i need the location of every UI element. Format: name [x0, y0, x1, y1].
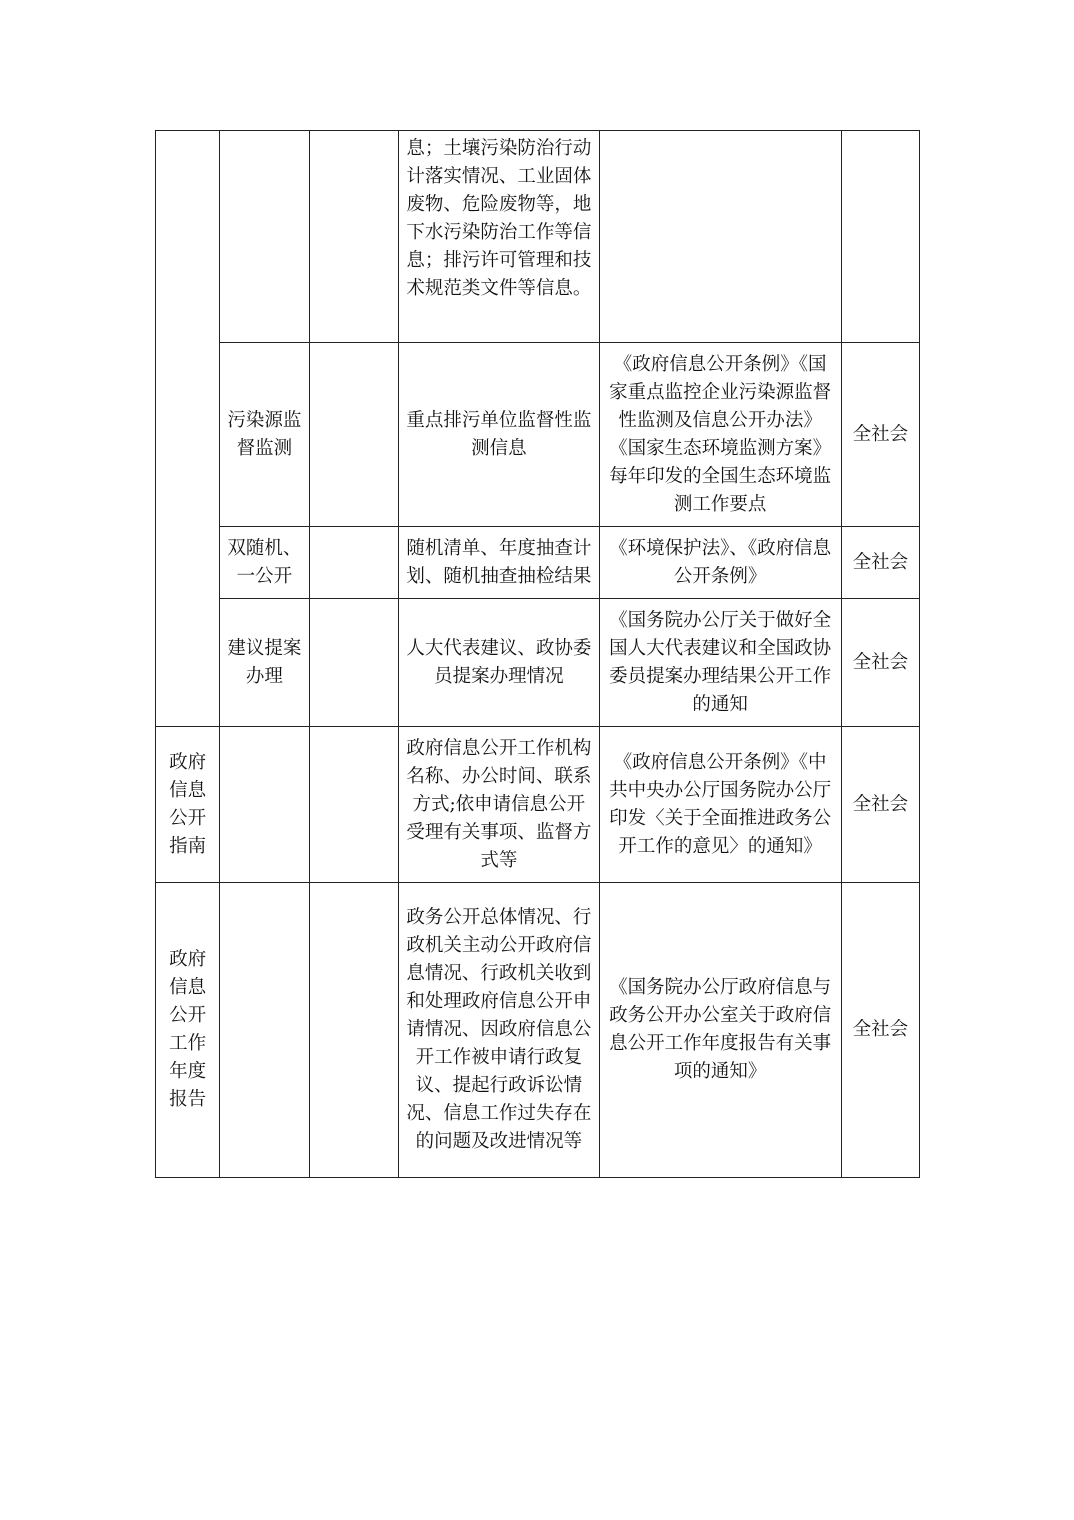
scope-cell — [841, 131, 919, 343]
basis-cell — [599, 131, 841, 343]
basis-cell: 《国务院办公厅政府信息与政务公开办公室关于政府信息公开工作年度报告有关事项的通知》 — [599, 883, 841, 1178]
category-cell — [156, 131, 220, 727]
subcategory-cell — [220, 883, 309, 1178]
content-cell: 随机清单、年度抽查计划、随机抽查抽检结果 — [398, 527, 599, 599]
subcategory-cell: 双随机、一公开 — [220, 527, 309, 599]
subcategory-cell: 污染源监督监测 — [220, 343, 309, 527]
scope-cell: 全社会 — [841, 343, 919, 527]
table-row — [156, 727, 920, 883]
basis-cell: 《环境保护法》、《政府信息公开条例》 — [599, 527, 841, 599]
subcategory-cell — [220, 727, 309, 883]
content-cell: 政府信息公开工作机构名称、办公时间、联系方式;依申请信息公开受理有关事项、监督方式等 — [398, 727, 599, 883]
content-cell: 人大代表建议、政协委员提案办理情况 — [398, 599, 599, 727]
disclosure-table — [155, 130, 920, 1178]
basis-cell: 《国务院办公厅关于做好全国人大代表建议和全国政协委员提案办理结果公开工作的通知 — [599, 599, 841, 727]
basis-cell: 《政府信息公开条例》《中共中央办公厅国务院办公厅印发〈关于全面推进政务公开工作的意见〉的通知》 — [599, 727, 841, 883]
subcategory-cell — [220, 131, 309, 343]
table-row — [156, 343, 920, 527]
category-cell: 政府信息公开工作年度报告 — [156, 883, 220, 1178]
blank-cell — [309, 727, 398, 883]
table-row — [156, 883, 920, 1178]
blank-cell — [309, 527, 398, 599]
content-cell: 政务公开总体情况、行政机关主动公开政府信息情况、行政机关收到和处理政府信息公开申请情况、因政府信息公开工作被申请行政复议、提起行政诉讼情况、信息工作过失存在的问题及改进情况等 — [398, 883, 599, 1178]
scope-cell: 全社会 — [841, 883, 919, 1178]
table-row — [156, 131, 920, 343]
blank-cell — [309, 131, 398, 343]
scope-cell: 全社会 — [841, 527, 919, 599]
blank-cell — [309, 599, 398, 727]
blank-cell — [309, 343, 398, 527]
subcategory-cell: 建议提案办理 — [220, 599, 309, 727]
scope-cell: 全社会 — [841, 727, 919, 883]
scope-cell: 全社会 — [841, 599, 919, 727]
blank-cell — [309, 883, 398, 1178]
basis-cell: 《政府信息公开条例》《国家重点监控企业污染源监督性监测及信息公开办法》《国家生态环境监测方案》每年印发的全国生态环境监测工作要点 — [599, 343, 841, 527]
content-cell: 重点排污单位监督性监测信息 — [398, 343, 599, 527]
category-cell: 政府信息公开指南 — [156, 727, 220, 883]
table-row — [156, 527, 920, 599]
table-row — [156, 599, 920, 727]
content-cell: 息；土壤污染防治行动计落实情况、工业固体废物、危险废物等，地下水污染防治工作等信息；排污许可管理和技术规范类文件等信息。 — [398, 131, 599, 343]
